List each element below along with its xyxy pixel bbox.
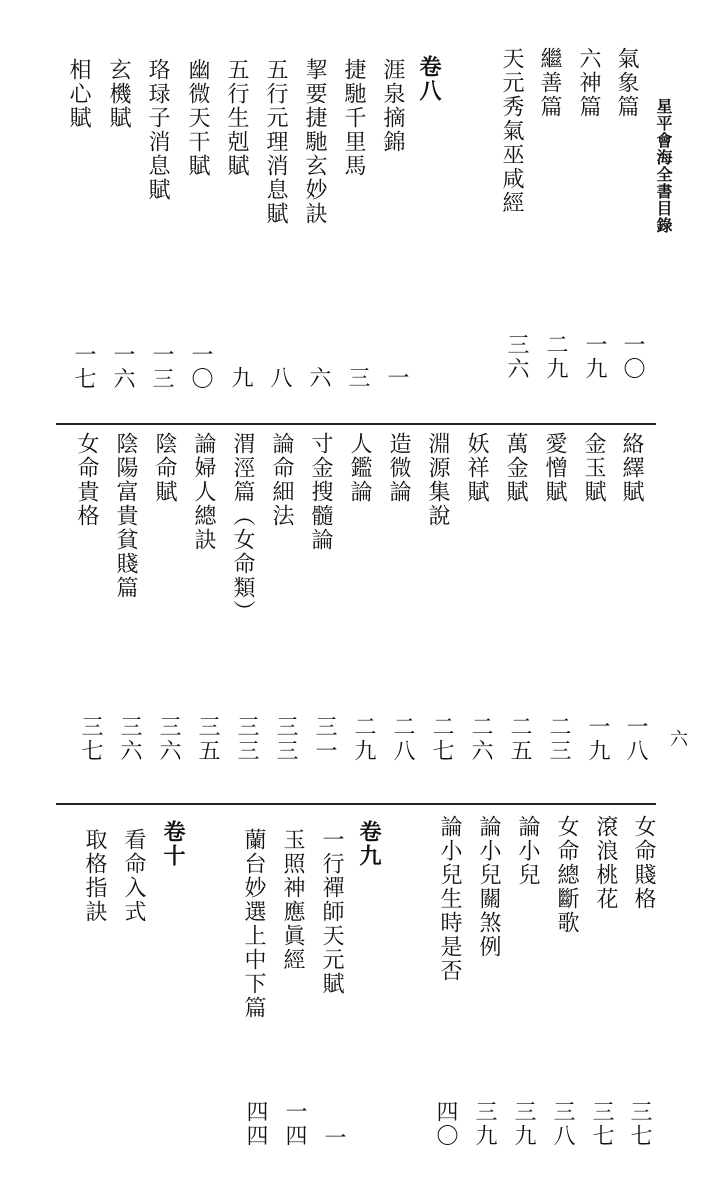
toc-entry-title: 金玉賦 [581,432,606,504]
toc-entry-page: 一六 [110,343,135,391]
toc-entry-page: 三五 [195,715,220,763]
toc-entry-title: 一行禪師天元賦 [319,828,344,996]
toc-entry-title: 女命貴格 [74,432,99,528]
toc-entry-page: 三九 [511,1100,536,1148]
toc-entry-title: 五行元理消息賦 [263,58,288,226]
toc-entry-title: 女命總斷歌 [554,815,579,935]
toc-entry-page: 一八 [623,715,648,763]
toc-entry-title: 愛憎賦 [542,432,567,504]
toc-entry-page: 一三 [149,343,174,391]
toc-entry-page: 二九 [351,715,376,763]
page-number: 六 [670,729,688,750]
toc-entry-title: 渭涇篇（女命類） [230,432,255,624]
toc-entry-page: 三三 [234,715,259,763]
toc-entry-title: 涯泉摘錦 [380,58,405,154]
toc-entry-page: 二八 [390,715,415,763]
section-divider [56,423,656,425]
toc-entry-page: 三七 [627,1100,652,1148]
toc-entry-title: 陰陽富貴貧賤篇 [113,432,138,600]
toc-entry-page: 三一 [312,715,337,763]
toc-entry-page: 一〇 [620,333,645,381]
toc-entry-title: 繼善篇 [537,47,562,119]
toc-entry-title: 五行生剋賦 [224,58,249,178]
toc-entry-title: 論小兒關煞例 [476,815,501,959]
toc-entry-page: 一〇 [188,343,213,391]
toc-entry-page: 三七 [589,1100,614,1148]
toc-entry-title: 論小兒 [515,815,540,887]
toc-entry-page: 三六 [156,715,181,763]
toc-entry-title: 相心賦 [66,58,91,130]
toc-entry-page: 一 [321,1126,346,1150]
toc-entry-title: 妖祥賦 [464,432,489,504]
toc-entry-title: 玄機賦 [106,58,131,130]
toc-entry-page: 三 [345,366,370,390]
toc-entry-title: 女命賤格 [631,815,656,911]
toc-entry-page: 四四 [243,1100,268,1148]
toc-entry-page: 八 [267,366,292,390]
toc-entry-page: 三八 [550,1100,575,1148]
toc-entry-title: 取格指訣 [82,828,107,924]
toc-entry-title: 論命細法 [269,432,294,528]
toc-entry-page: 二九 [543,333,568,381]
toc-entry-title: 珞琭子消息賦 [145,58,170,202]
toc-entry-page: 三七 [78,715,103,763]
toc-entry-title: 陰命賦 [152,432,177,504]
toc-entry-page: 三三 [273,715,298,763]
toc-entry-title: 寸金搜髓論 [308,432,333,552]
toc-entry-title: 絡繹賦 [619,432,644,504]
toc-entry-title: 萬金賦 [503,432,528,504]
toc-entry-title: 捷馳千里馬 [341,58,366,178]
toc-entry-title: 看命入式 [121,828,146,924]
toc-entry-title: 蘭台妙選上中下篇 [241,828,266,1020]
section-divider [56,803,656,805]
toc-entry-title: 人鑑論 [347,432,372,504]
volume-heading: 卷九 [356,820,382,868]
toc-entry-title: 氣象篇 [614,47,639,119]
toc-entry-page: 三六 [117,715,142,763]
toc-entry-page: 一四 [282,1100,307,1148]
book-title-header: 星平會海全書目錄 [654,98,673,234]
toc-entry-page: 一 [384,366,409,390]
toc-entry-page: 三九 [472,1100,497,1148]
toc-entry-page: 一七 [71,343,96,391]
toc-entry-title: 天元秀氣巫咸經 [499,47,524,215]
toc-entry-page: 一九 [585,715,610,763]
toc-entry-page: 二七 [429,715,454,763]
volume-heading: 卷十 [160,820,186,868]
toc-entry-page: 四〇 [433,1100,458,1148]
toc-entry-page: 二五 [507,715,532,763]
volume-heading: 卷八 [416,55,442,103]
toc-entry-title: 論小兒生時是否 [437,815,462,983]
toc-entry-page: 二六 [468,715,493,763]
toc-entry-page: 三六 [504,333,529,381]
toc-entry-page: 六 [306,366,331,390]
toc-entry-title: 幽微天干賦 [185,58,210,178]
toc-entry-title: 淵源集說 [425,432,450,528]
toc-entry-title: 挈要捷馳玄妙訣 [302,58,327,226]
toc-entry-page: 九 [228,366,253,390]
toc-entry-title: 六神篇 [576,47,601,119]
toc-entry-page: 二三 [546,715,571,763]
toc-entry-title: 滾浪桃花 [593,815,618,911]
toc-entry-title: 造微論 [386,432,411,504]
toc-entry-page: 一九 [582,333,607,381]
toc-entry-title: 玉照神應眞經 [280,828,305,972]
toc-entry-title: 論婦人總訣 [191,432,216,552]
